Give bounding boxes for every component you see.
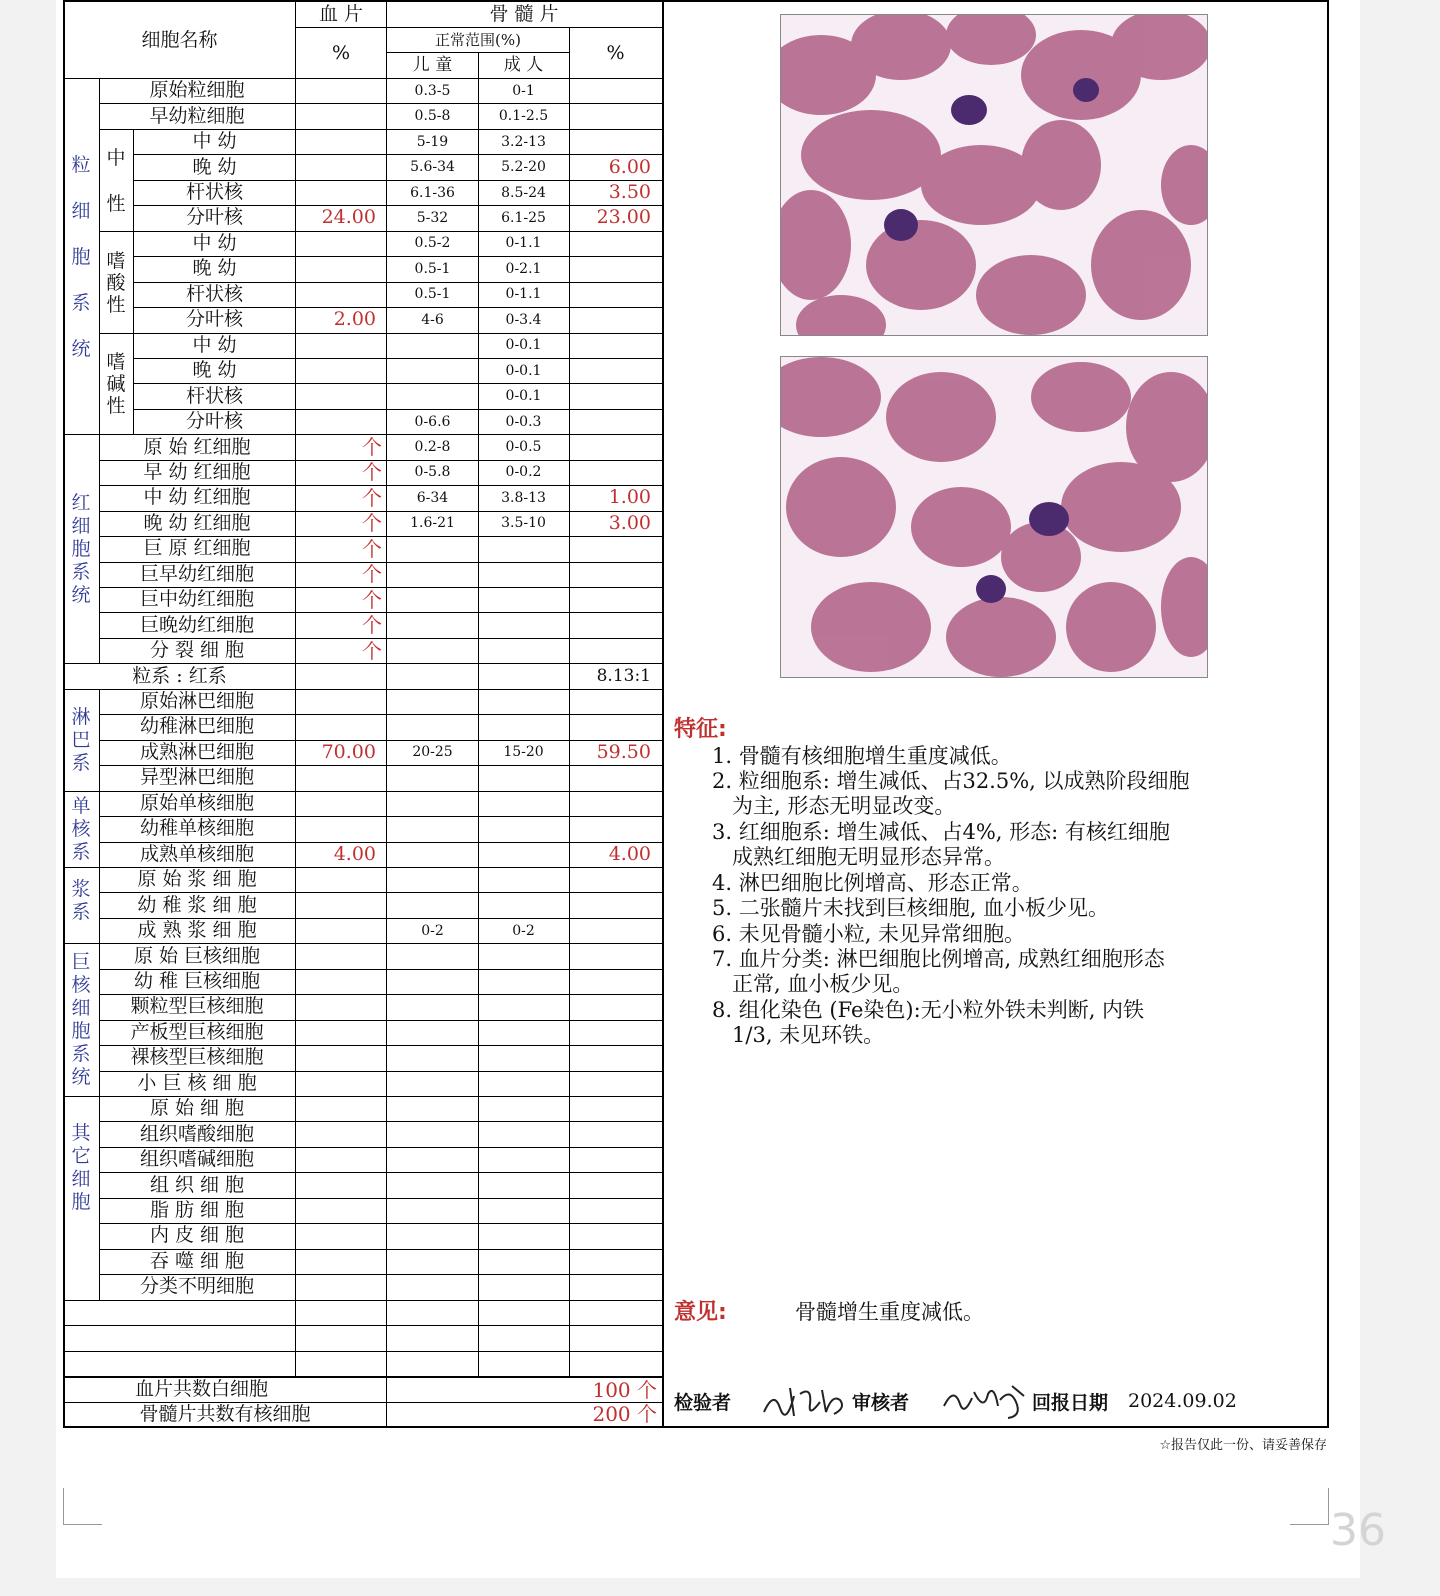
marrow-percent-cell [570,129,661,154]
cell-type-label: 颗粒型巨核细胞 [130,995,264,1018]
marrow-percent-cell [570,1020,661,1045]
child-range-cell: 5-19 [416,133,449,150]
grid-line [64,1325,662,1326]
child-range-cell [387,1223,478,1248]
child-range-cell [387,943,478,968]
adult-range-cell [478,1274,569,1299]
grid-line [64,1300,662,1301]
marrow-percent-cell: 23.00 [596,206,651,229]
marrow-percent-cell [570,383,661,408]
header-marrow-smear: 骨 髓 片 [489,3,559,25]
cell-type-label: 成熟单核细胞 [139,842,254,865]
header-normal-range: 正常范围(%) [435,31,521,49]
child-range-cell: 5-32 [416,209,449,226]
group-plasma: 浆 系 [71,878,91,923]
adult-range-cell: 0-1.1 [505,235,542,252]
marrow-percent-cell [570,1121,661,1146]
cell-type-label: 组织嗜碱细胞 [139,1148,254,1171]
page-number: 36 [1330,1505,1386,1556]
blood-percent-cell: 个 [362,460,382,485]
adult-range-cell: 0-1.1 [505,286,542,303]
cell-type-label: 巨晚幼红细胞 [139,613,254,636]
child-range-cell [387,562,478,587]
marrow-percent-cell [570,1071,661,1096]
marrow-percent-cell [570,816,661,841]
feature-line: 1/3, 未见环铁。 [712,1023,885,1047]
cell-type-label: 原始淋巴细胞 [139,690,254,713]
marrow-percent-cell [570,612,661,637]
child-range-cell: 0-5.8 [414,464,451,481]
child-range-cell [387,842,478,867]
adult-range-cell [478,536,569,561]
blood-percent-cell [296,714,386,739]
blood-percent-cell [296,103,386,128]
adult-range-cell: 0.1-2.5 [498,108,549,125]
child-range-cell [387,867,478,892]
marrow-percent-cell [570,969,661,994]
child-range-cell [387,1020,478,1045]
adult-range-cell [478,969,569,994]
blood-percent-cell [296,943,386,968]
child-range-cell [387,765,478,790]
cell-type-label: 分类不明细胞 [139,1275,254,1298]
blood-percent-cell: 个 [362,536,382,561]
header-blood-percent: % [331,41,351,64]
marrow-percent-cell [570,1096,661,1121]
child-range-cell [387,536,478,561]
blood-percent-cell: 个 [362,511,382,536]
adult-range-cell [478,1249,569,1274]
header-blood-smear: 血 片 [318,3,364,25]
adult-range-cell [478,1223,569,1248]
table-divider [662,0,664,1428]
reviewer-signature [938,1382,1028,1426]
marrow-micrograph-2 [780,356,1208,678]
child-range-cell [387,969,478,994]
adult-range-cell [478,1071,569,1096]
marrow-percent-cell [570,791,661,816]
date-label: 回报日期 [1032,1392,1109,1414]
marrow-percent-cell [570,1045,661,1070]
blood-percent-cell: 个 [362,485,382,510]
blood-percent-cell [296,1274,386,1299]
adult-range-cell [478,943,569,968]
header-marrow-percent: % [606,41,625,64]
group-other: 其 它 细 胞 [71,1122,91,1213]
child-range-cell [387,663,478,688]
adult-range-cell [478,1045,569,1070]
blood-percent-cell [296,1045,386,1070]
blood-percent-cell [296,892,386,917]
cell-type-label: 幼稚淋巴细胞 [139,715,254,738]
blood-percent-cell [296,918,386,943]
child-range-cell [387,1096,478,1121]
feature-line: 5. 二张髓片未找到巨核细胞, 血小板少见。 [712,896,1110,920]
child-range-cell [387,714,478,739]
marrow-percent-cell [570,1274,661,1299]
adult-range-cell: 0-0.1 [505,388,542,405]
cell-type-label: 晚 幼 [192,257,237,280]
cell-type-label: 杆状核 [185,181,243,204]
blood-percent-cell: 个 [362,435,382,460]
marrow-percent-cell [570,409,661,434]
cell-type-label: 早幼粒细胞 [149,104,245,127]
cell-type-label: 小 巨 核 细 胞 [137,1071,257,1094]
cell-type-label: 杆状核 [185,384,243,407]
cell-type-label: 幼 稚 浆 细 胞 [137,893,257,916]
marrow-percent-cell: 4.00 [608,842,651,865]
blood-percent-cell [296,1223,386,1248]
cell-type-label: 分叶核 [185,308,243,331]
adult-range-cell [478,663,569,688]
cell-type-label: 组织嗜酸细胞 [139,1122,254,1145]
blood-percent-cell [296,358,386,383]
child-range-cell [387,1198,478,1223]
marrow-percent-cell [570,1249,661,1274]
marrow-percent-cell [570,918,661,943]
adult-range-cell [478,1020,569,1045]
adult-range-cell [478,714,569,739]
blood-percent-cell [296,1172,386,1197]
group-granulocyte: 粒 细 胞 系 统 [71,154,91,360]
adult-range-cell: 0-0.2 [505,464,542,481]
blood-percent-cell [296,689,386,714]
child-range-cell [387,1172,478,1197]
child-range-cell [387,1147,478,1172]
adult-range-cell: 0-3.4 [505,311,542,328]
opinion-text: 骨髓增生重度减低。 [795,1300,984,1324]
marrow-percent-cell: 8.13:1 [596,665,651,686]
adult-range-cell: 3.2-13 [501,133,546,150]
child-range-cell [387,612,478,637]
child-range-cell: 6.1-36 [410,184,455,201]
marrow-percent-cell [570,282,661,307]
grid-line [64,1351,662,1352]
adult-range-cell [478,791,569,816]
blood-percent-cell [296,231,386,256]
cell-type-label: 异型淋巴细胞 [139,766,254,789]
child-range-cell [387,333,478,358]
marrow-percent-cell [570,765,661,790]
blood-percent-cell: 个 [362,587,382,612]
child-range-cell [387,689,478,714]
total-marrow-label: 骨髓片共数有核细胞 [139,1402,311,1425]
child-range-cell [387,1249,478,1274]
blood-percent-cell [296,791,386,816]
adult-range-cell [478,816,569,841]
marrow-percent-cell [570,358,661,383]
child-range-cell [387,791,478,816]
adult-range-cell [478,1147,569,1172]
cell-type-label: 晚 幼 [192,155,237,178]
child-range-cell [387,587,478,612]
child-range-cell: 1.6-21 [410,515,455,532]
cell-type-label: 原始单核细胞 [139,791,254,814]
child-range-cell [387,892,478,917]
marrow-percent-cell [570,231,661,256]
cell-type-label: 原 始 浆 细 胞 [137,868,257,891]
child-range-cell [387,638,478,663]
marrow-percent-cell [570,434,661,459]
cell-type-label: 内 皮 细 胞 [149,1224,245,1247]
blood-percent-cell [296,867,386,892]
blood-percent-cell [296,1249,386,1274]
feature-line: 成熟红细胞无明显形态异常。 [712,845,1006,869]
adult-range-cell: 3.8-13 [501,489,546,506]
blood-percent-cell: 70.00 [321,740,376,763]
cell-type-label: 分叶核 [185,206,243,229]
cell-type-label: 原 始 细 胞 [149,1097,245,1120]
cell-type-label: 巨中幼红细胞 [139,588,254,611]
group-eosinophil: 嗜 酸 性 [106,250,126,316]
adult-range-cell: 0-2 [512,922,535,939]
child-range-cell [387,1121,478,1146]
adult-range-cell [478,1096,569,1121]
cell-type-label: 巨早幼红细胞 [139,562,254,585]
adult-range-cell: 6.1-25 [501,209,546,226]
blood-percent-cell: 24.00 [321,206,376,229]
marrow-micrograph-1 [780,14,1208,336]
blood-percent-cell: 个 [362,562,382,587]
feature-line: 正常, 血小板少见。 [712,972,914,996]
cell-type-label: 原 始 巨核细胞 [133,944,261,967]
features-heading: 特征: [674,717,727,742]
cell-type-label: 中 幼 [192,231,237,254]
adult-range-cell: 0-0.1 [505,337,542,354]
feature-line: 4. 淋巴细胞比例增高、形态正常。 [712,871,1033,895]
marrow-percent-cell [570,460,661,485]
child-range-cell: 0.5-2 [414,235,451,252]
child-range-cell: 5.6-34 [410,159,455,176]
blood-percent-cell [296,383,386,408]
report-date: 2024.09.02 [1128,1390,1237,1412]
header-child: 儿 童 [412,55,453,75]
child-range-cell: 0.5-1 [414,260,451,277]
adult-range-cell: 5.2-20 [501,159,546,176]
adult-range-cell: 0-0.5 [505,439,542,456]
child-range-cell: 0-6.6 [414,413,451,430]
marrow-percent-cell [570,714,661,739]
child-range-cell: 4-6 [421,311,444,328]
crop-mark-right [1290,1488,1329,1525]
cell-type-label: 吞 噬 细 胞 [149,1249,245,1272]
blood-percent-cell: 个 [362,638,382,663]
crop-mark-left [63,1488,102,1525]
cell-type-label: 原始粒细胞 [149,79,245,102]
cell-type-label: 幼 稚 巨核细胞 [133,969,261,992]
blood-percent-cell [296,1071,386,1096]
group-lymph: 淋 巴 系 [71,705,91,774]
marrow-percent-cell [570,1198,661,1223]
group-megakaryocyte: 巨 核 细 胞 系 统 [71,951,91,1088]
adult-range-cell [478,892,569,917]
cell-type-label: 脂 肪 细 胞 [149,1199,245,1222]
marrow-percent-cell [570,994,661,1019]
marrow-percent-cell [570,103,661,128]
blood-percent-cell: 4.00 [333,842,376,865]
cell-type-label: 粒系 : 红系 [132,664,227,687]
cell-type-label: 成熟淋巴细胞 [139,740,254,763]
child-range-cell: 0.5-1 [414,286,451,303]
total-blood-label: 血片共数白细胞 [134,1378,268,1400]
marrow-percent-cell [570,638,661,663]
child-range-cell: 20-25 [412,744,453,761]
blood-percent-cell [296,129,386,154]
marrow-percent-cell [570,1172,661,1197]
cell-type-label: 杆状核 [185,282,243,305]
child-range-cell [387,383,478,408]
cell-type-label: 产板型巨核细胞 [130,1020,264,1043]
adult-range-cell [478,689,569,714]
feature-line: 6. 未见骨髓小粒, 未见异常细胞。 [712,922,1026,946]
feature-line: 3. 红细胞系: 增生减低、占4%, 形态: 有核红细胞 [712,820,1170,844]
footnote: ☆报告仅此一份、请妥善保存 [1159,1438,1327,1453]
blood-percent-cell [296,1020,386,1045]
marrow-percent-cell: 6.00 [608,155,651,178]
marrow-percent-cell: 3.00 [608,511,651,534]
adult-range-cell: 0-2.1 [505,260,542,277]
marrow-percent-cell [570,1223,661,1248]
child-range-cell: 0.2-8 [414,439,451,456]
examiner-label: 检验者 [674,1392,732,1414]
opinion-heading: 意见: [674,1300,727,1325]
child-range-cell: 6-34 [416,489,449,506]
adult-range-cell: 0-1 [512,82,535,99]
cell-type-label: 巨 原 红细胞 [143,537,251,560]
marrow-percent-cell [570,1147,661,1172]
child-range-cell [387,1045,478,1070]
adult-range-cell [478,1121,569,1146]
adult-range-cell [478,612,569,637]
blood-percent-cell [296,409,386,434]
header-cell-name: 细胞名称 [141,28,218,51]
marrow-percent-cell: 59.50 [596,740,651,763]
header-adult: 成 人 [503,55,544,75]
cell-type-label: 成 熟 浆 细 胞 [137,919,257,942]
cell-type-label: 原 始 红细胞 [143,435,251,458]
marrow-percent-cell [570,943,661,968]
blood-percent-cell [296,663,386,688]
child-range-cell [387,358,478,383]
cell-type-label: 分 裂 细 胞 [149,639,245,662]
marrow-percent-cell [570,587,661,612]
examiner-signature [760,1382,850,1426]
marrow-percent-cell: 3.50 [608,181,651,204]
blood-percent-cell [296,1147,386,1172]
marrow-percent-cell [570,867,661,892]
adult-range-cell [478,562,569,587]
blood-percent-cell [296,78,386,103]
adult-range-cell [478,765,569,790]
child-range-cell [387,1274,478,1299]
adult-range-cell [478,638,569,663]
group-erythroid: 红 细 胞 系 统 [71,491,91,606]
adult-range-cell [478,1172,569,1197]
blood-percent-cell [296,256,386,281]
feature-line: 7. 血片分类: 淋巴细胞比例增高, 成熟红细胞形态 [712,947,1165,971]
adult-range-cell: 8.5-24 [501,184,546,201]
cell-type-label: 中 幼 红细胞 [143,486,251,509]
cell-type-label: 中 幼 [192,130,237,153]
marrow-percent-cell [570,307,661,332]
adult-range-cell: 3.5-10 [501,515,546,532]
child-range-cell [387,1071,478,1096]
group-basophil: 嗜 碱 性 [106,351,126,417]
group-mono: 单 核 系 [71,794,91,863]
blood-percent-cell: 个 [362,613,382,638]
adult-range-cell: 0-0.1 [505,362,542,379]
marrow-percent-cell [570,892,661,917]
adult-range-cell: 15-20 [503,744,544,761]
adult-range-cell [478,587,569,612]
blood-percent-cell [296,765,386,790]
adult-range-cell [478,1198,569,1223]
marrow-percent-cell [570,333,661,358]
total-marrow-value: 200 个 [592,1402,657,1426]
marrow-percent-cell [570,256,661,281]
cell-type-label: 分叶核 [185,410,243,433]
cell-type-label: 裸核型巨核细胞 [130,1046,264,1069]
cell-type-label: 中 幼 [192,333,237,356]
blood-percent-cell [296,282,386,307]
feature-line: 2. 粒细胞系: 增生减低、占32.5%, 以成熟阶段细胞 [712,769,1190,793]
cell-type-label: 组 织 细 胞 [149,1173,245,1196]
adult-range-cell [478,994,569,1019]
blood-percent-cell: 2.00 [333,308,376,331]
blood-percent-cell [296,1096,386,1121]
child-range-cell [387,994,478,1019]
adult-range-cell: 0-0.3 [505,413,542,430]
child-range-cell: 0-2 [421,922,444,939]
blood-percent-cell [296,816,386,841]
blood-percent-cell [296,154,386,179]
reviewer-label: 审核者 [852,1392,910,1414]
adult-range-cell [478,867,569,892]
marrow-percent-cell [570,78,661,103]
adult-range-cell [478,842,569,867]
group-neutrophil: 中 性 [106,147,126,215]
blood-percent-cell [296,180,386,205]
marrow-percent-cell [570,562,661,587]
feature-line: 8. 组化染色 (Fe染色):无小粒外铁未判断, 内铁 [712,998,1145,1022]
marrow-percent-cell: 1.00 [608,486,651,509]
child-range-cell: 0.3-5 [414,82,451,99]
cell-type-label: 晚 幼 红细胞 [143,511,251,534]
blood-percent-cell [296,1198,386,1223]
cell-type-label: 早 幼 红细胞 [143,460,251,483]
marrow-percent-cell [570,536,661,561]
blood-percent-cell [296,994,386,1019]
total-blood-value: 100 个 [592,1377,657,1402]
child-range-cell [387,816,478,841]
cell-type-label: 晚 幼 [192,359,237,382]
marrow-percent-cell [570,689,661,714]
feature-line: 为主, 形态无明显改变。 [712,794,956,818]
cell-type-label: 幼稚单核细胞 [139,817,254,840]
blood-percent-cell [296,333,386,358]
child-range-cell: 0.5-8 [414,108,451,125]
blood-percent-cell [296,969,386,994]
blood-percent-cell [296,1121,386,1146]
feature-line: 1. 骨髓有核细胞增生重度减低。 [712,744,1012,768]
